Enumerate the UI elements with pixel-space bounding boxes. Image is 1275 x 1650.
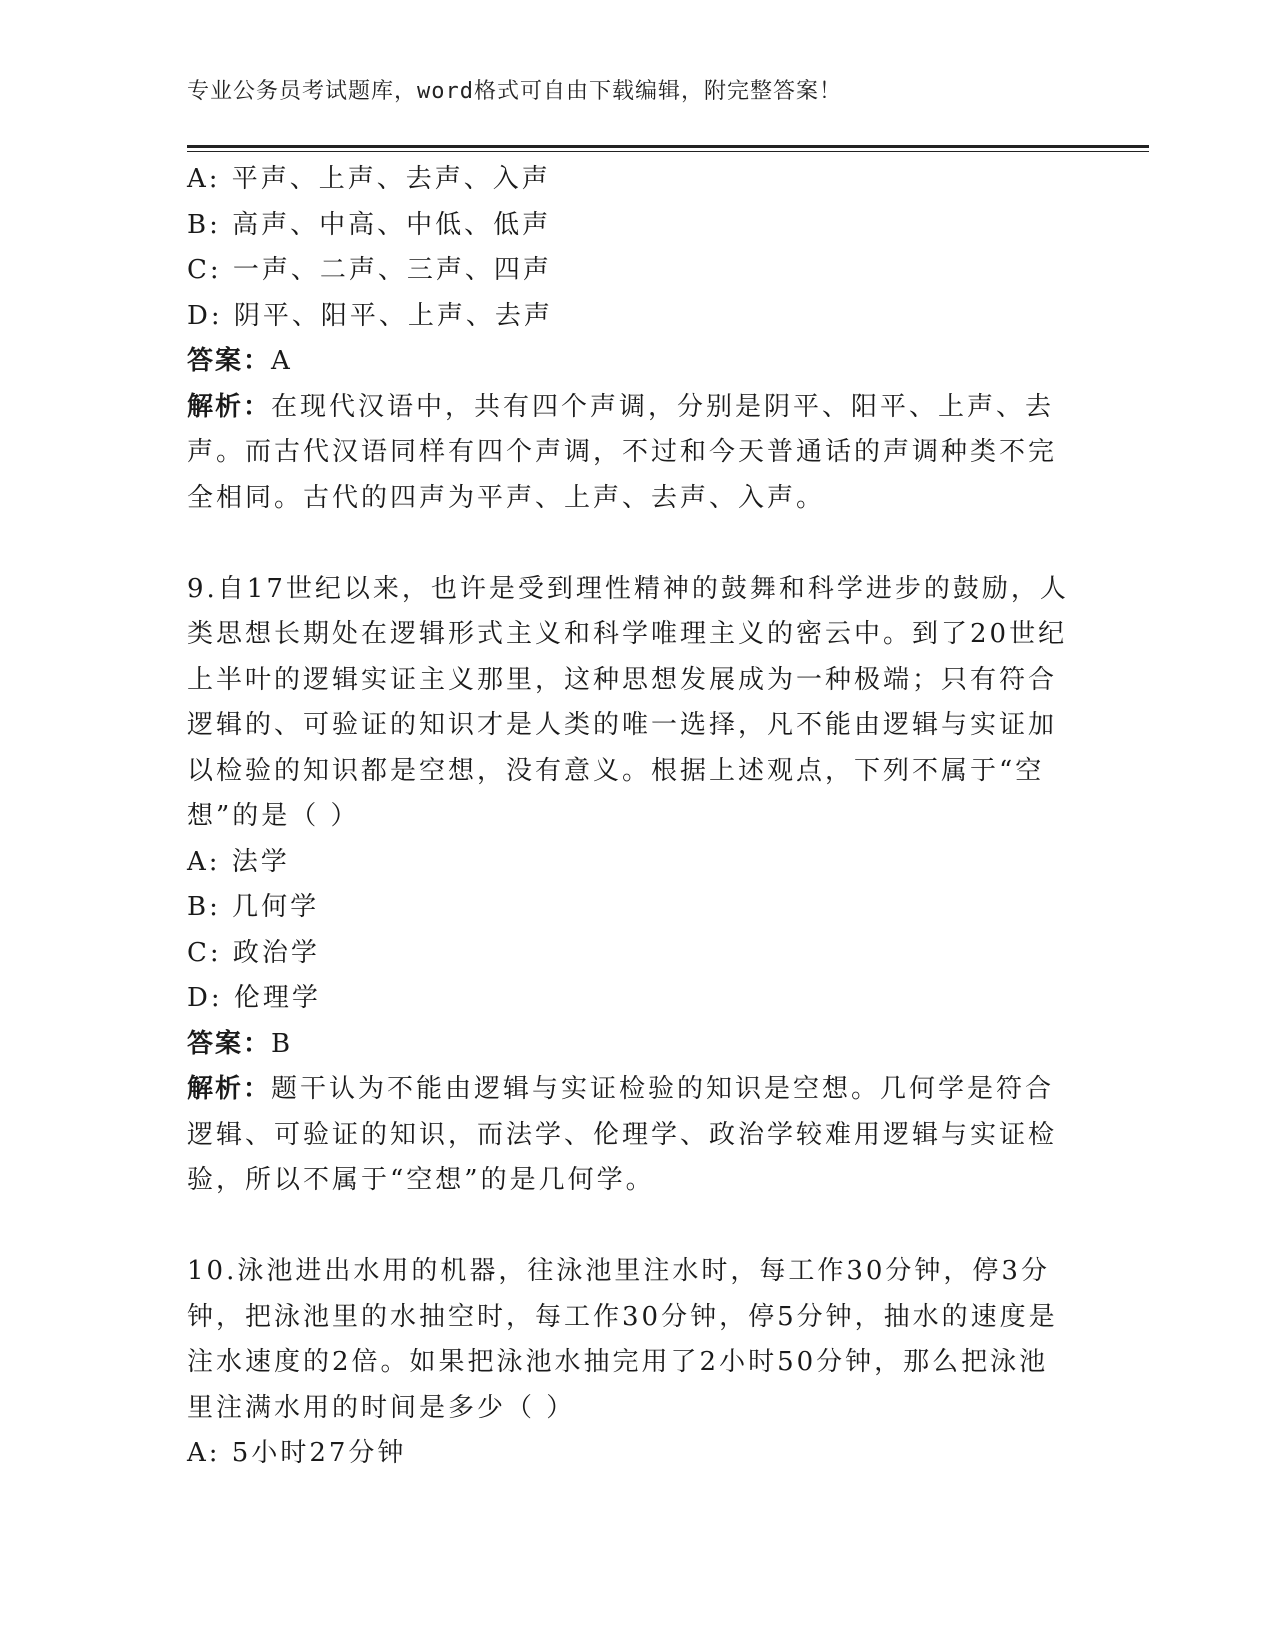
analysis-label: 解析： xyxy=(187,1074,272,1104)
analysis-label: 解析： xyxy=(187,391,272,422)
question-9 xyxy=(187,567,1067,1204)
option-a: A: 平声、上声、去声、入声 xyxy=(187,164,551,194)
answer-line xyxy=(187,1022,1067,1068)
option-b: B: 高声、中高、中低、低声 xyxy=(187,209,552,240)
question-stem: 9.自17世纪以来，也许是受到理性精神的鼓舞和科学进步的鼓励，人 xyxy=(187,573,1069,604)
question-stem: 里注满水用的时间是多少（ ） xyxy=(187,1392,576,1423)
content-body xyxy=(187,157,1067,1477)
spacer xyxy=(187,1204,1067,1250)
answer-value: A xyxy=(271,346,293,376)
analysis-line xyxy=(187,385,1067,431)
analysis-text: 在现代汉语中，共有四个声调，分别是阴平、阳平、上声、去 xyxy=(271,391,1055,422)
question-stem: 逻辑的、可验证的知识才是人类的唯一选择，凡不能由逻辑与实证加 xyxy=(187,710,1058,740)
analysis-line xyxy=(187,1067,1067,1113)
analysis-text: 逻辑、可验证的知识，而法学、伦理学、政治学较难用逻辑与实证检 xyxy=(187,1119,1058,1150)
question-stem: 注水速度的2倍。如果把泳池水抽完用了2小时50分钟，那么把泳池 xyxy=(187,1347,1049,1377)
option-a: A: 法学 xyxy=(187,846,290,877)
question-stem: 以检验的知识都是空想，没有意义。根据上述观点，下列不属于“空 xyxy=(187,755,1045,786)
question-stem: 想”的是（ ） xyxy=(187,801,360,831)
header-rule-thick xyxy=(187,145,1149,148)
header-note: 专业公务员考试题库，word格式可自由下载编辑，附完整答案！ xyxy=(187,79,842,104)
answer-value: B xyxy=(271,1028,294,1059)
question-8 xyxy=(187,157,1067,521)
option-b: B: 几何学 xyxy=(187,892,320,922)
question-stem: 类思想长期处在逻辑形式主义和科学唯理主义的密云中。到了20世纪 xyxy=(187,619,1068,649)
analysis-text: 声。而古代汉语同样有四个声调，不过和今天普通话的声调种类不完 xyxy=(187,437,1058,467)
question-stem: 上半叶的逻辑实证主义那里，这种思想发展成为一种极端；只有符合 xyxy=(187,664,1058,695)
option-d: D: 伦理学 xyxy=(187,983,321,1013)
option-c: C: 一声、二声、三声、四声 xyxy=(187,255,552,285)
answer-line xyxy=(187,339,1067,385)
option-c: C: 政治学 xyxy=(187,937,320,968)
question-stem: 钟，把泳池里的水抽空时，每工作30分钟，停5分钟，抽水的速度是 xyxy=(187,1301,1058,1332)
option-d: D: 阴平、阳平、上声、去声 xyxy=(187,300,553,331)
analysis-text: 验，所以不属于“空想”的是几何学。 xyxy=(187,1165,655,1195)
analysis-text: 题干认为不能由逻辑与实证检验的知识是空想。几何学是符合 xyxy=(271,1074,1055,1104)
question-stem: 10.泳池进出水用的机器，往泳池里注水时，每工作30分钟，停3分 xyxy=(187,1256,1050,1286)
spacer xyxy=(187,521,1067,567)
answer-label: 答案： xyxy=(187,346,272,376)
header-rule-thin xyxy=(187,151,1149,152)
answer-label: 答案： xyxy=(187,1028,272,1059)
question-10 xyxy=(187,1249,1067,1477)
analysis-text: 全相同。古代的四声为平声、上声、去声、入声。 xyxy=(187,482,826,513)
option-a: A: 5小时27分钟 xyxy=(187,1438,407,1468)
